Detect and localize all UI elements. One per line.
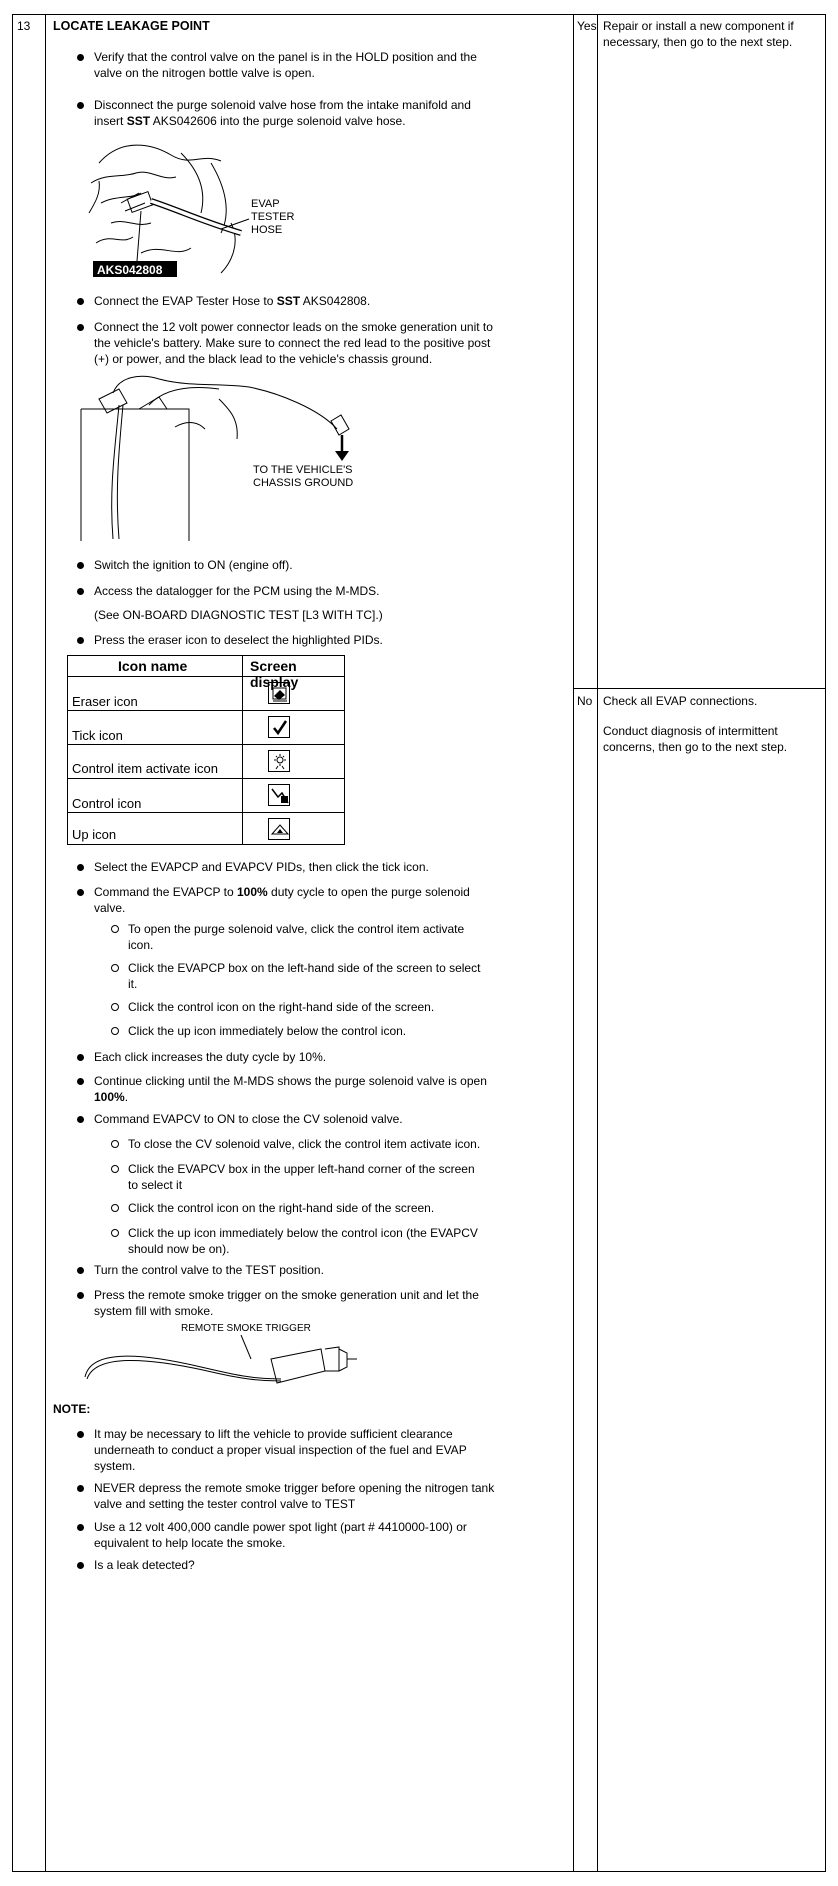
- sub-click-control-icon: Click the control icon on the right-hand side of the screen.: [128, 1000, 435, 1014]
- column-divider: [573, 15, 574, 1871]
- column-divider: [597, 15, 598, 1871]
- table-col-divider: [242, 656, 243, 844]
- sub-click-up-icon-2: Click the up icon immediately below the control icon (the EVAPCV should now be on).: [128, 1226, 478, 1256]
- eraser-icon: [268, 682, 290, 704]
- table-row: Eraser icon: [72, 694, 138, 709]
- note-heading: NOTE:: [53, 1402, 91, 1416]
- step-title: LOCATE LEAKAGE POINT: [53, 19, 210, 33]
- bullet-switch-ignition: Switch the ignition to ON (engine off).: [94, 558, 293, 572]
- header-icon-name: Icon name: [118, 658, 188, 674]
- tick-icon: [268, 716, 290, 738]
- sub-click-evapcv-box: Click the EVAPCV box in the upper left-hand corner of the screen to select it: [128, 1162, 475, 1192]
- figure-remote-smoke-trigger: [81, 1319, 361, 1391]
- no-label: No: [577, 694, 593, 708]
- control-item-activate-icon: [268, 750, 290, 772]
- bullet-command-evapcp: Command the EVAPCP to 100% duty cycle to open the purge solenoid valve.: [94, 885, 470, 915]
- bullet-access-datalogger: Access the datalogger for the PCM using the M-MDS.: [94, 584, 380, 598]
- figure-evap-tester-hose: [81, 133, 321, 291]
- column-divider: [45, 15, 46, 1871]
- bullet-press-eraser: Press the eraser icon to deselect the highlighted PIDs.: [94, 633, 383, 647]
- procedure-table: [12, 14, 826, 1872]
- up-icon: [268, 818, 290, 840]
- bullet-press-smoke-trigger: Press the remote smoke trigger on the smoke generation unit and let the system fill with smoke.: [94, 1288, 479, 1318]
- bullet-duty-cycle-increase: Each click increases the duty cycle by 10%.: [94, 1050, 327, 1064]
- header-screen-display: Screen display: [250, 658, 299, 690]
- table-row: Control icon: [72, 796, 142, 811]
- yes-action: Repair or install a new component if necessary, then go to the next step.: [603, 19, 794, 49]
- note-item: NEVER depress the remote smoke trigger before opening the nitrogen tank valve and setting the tester control valve to TEST: [94, 1481, 495, 1511]
- bullet-disconnect-purge-hose: Disconnect the purge solenoid valve hose from the intake manifold and insert SST AKS042606 into the purge solenoid valve hose.: [94, 98, 471, 128]
- note-item: It may be necessary to lift the vehicle to provide sufficient clearance underneath to conduct a proper visual inspection of the fuel and EVAP system.: [94, 1427, 467, 1473]
- ground-label-line2: CHASSIS GROUND: [253, 477, 354, 489]
- datalogger-reference: (See ON-BOARD DIAGNOSTIC TEST [L3 WITH TC].): [94, 608, 383, 622]
- hose-label-line3: HOSE: [251, 224, 283, 236]
- note-item: Use a 12 volt 400,000 candle power spot light (part # 4410000-100) or equivalent to help locate the smoke.: [94, 1520, 467, 1550]
- bullet-connect-tester-hose: Connect the EVAP Tester Hose to SST AKS042808.: [94, 294, 371, 308]
- sub-click-up-icon: Click the up icon immediately below the control icon.: [128, 1024, 407, 1038]
- hose-label-line1: EVAP: [251, 198, 280, 210]
- trigger-label: REMOTE SMOKE TRIGGER: [181, 1323, 311, 1334]
- icon-table: [67, 655, 345, 845]
- ground-label-line1: TO THE VEHICLE'S: [253, 464, 353, 476]
- bullet-command-evapcv: Command EVAPCV to ON to close the CV solenoid valve.: [94, 1112, 403, 1126]
- hose-label-line2: TESTER: [251, 211, 295, 223]
- sub-click-control-icon-2: Click the control icon on the right-hand side of the screen.: [128, 1201, 435, 1215]
- part-code-label: AKS042808: [97, 263, 163, 277]
- control-icon: [268, 784, 290, 806]
- table-row: Tick icon: [72, 728, 123, 743]
- figure-battery-ground: [79, 369, 379, 545]
- sub-open-purge-valve: To open the purge solenoid valve, click the control item activate icon.: [128, 922, 465, 952]
- row-divider: [573, 688, 826, 689]
- bullet-select-pids: Select the EVAPCP and EVAPCV PIDs, then click the tick icon.: [94, 860, 429, 874]
- table-row: Up icon: [72, 827, 117, 842]
- bullet-connect-power-leads: Connect the 12 volt power connector leads on the smoke generation unit to the vehicle's battery. Make sure to connect the red lead to the positive post (+) or power, and the black lead to the vehicle's chassis ground.: [94, 320, 493, 366]
- sub-click-evapcp-box: Click the EVAPCP box on the left-hand side of the screen to select it.: [128, 961, 481, 991]
- no-action: Check all EVAP connections. Conduct diagnosis of intermittent concerns, then go to the next step.: [603, 694, 788, 754]
- note-item: Is a leak detected?: [94, 1558, 195, 1572]
- bullet-continue-clicking: Continue clicking until the M-MDS shows the purge solenoid valve is open 100%.: [94, 1074, 487, 1104]
- yes-label: Yes: [577, 19, 597, 33]
- table-row: Control item activate icon: [72, 761, 218, 776]
- sub-close-cv-valve: To close the CV solenoid valve, click the control item activate icon.: [128, 1137, 481, 1151]
- bullet-verify-control-valve: Verify that the control valve on the panel is in the HOLD position and the valve on the nitrogen bottle valve is open.: [94, 50, 477, 80]
- step-number: 13: [17, 19, 31, 33]
- bullet-turn-control-valve: Turn the control valve to the TEST position.: [94, 1263, 324, 1277]
